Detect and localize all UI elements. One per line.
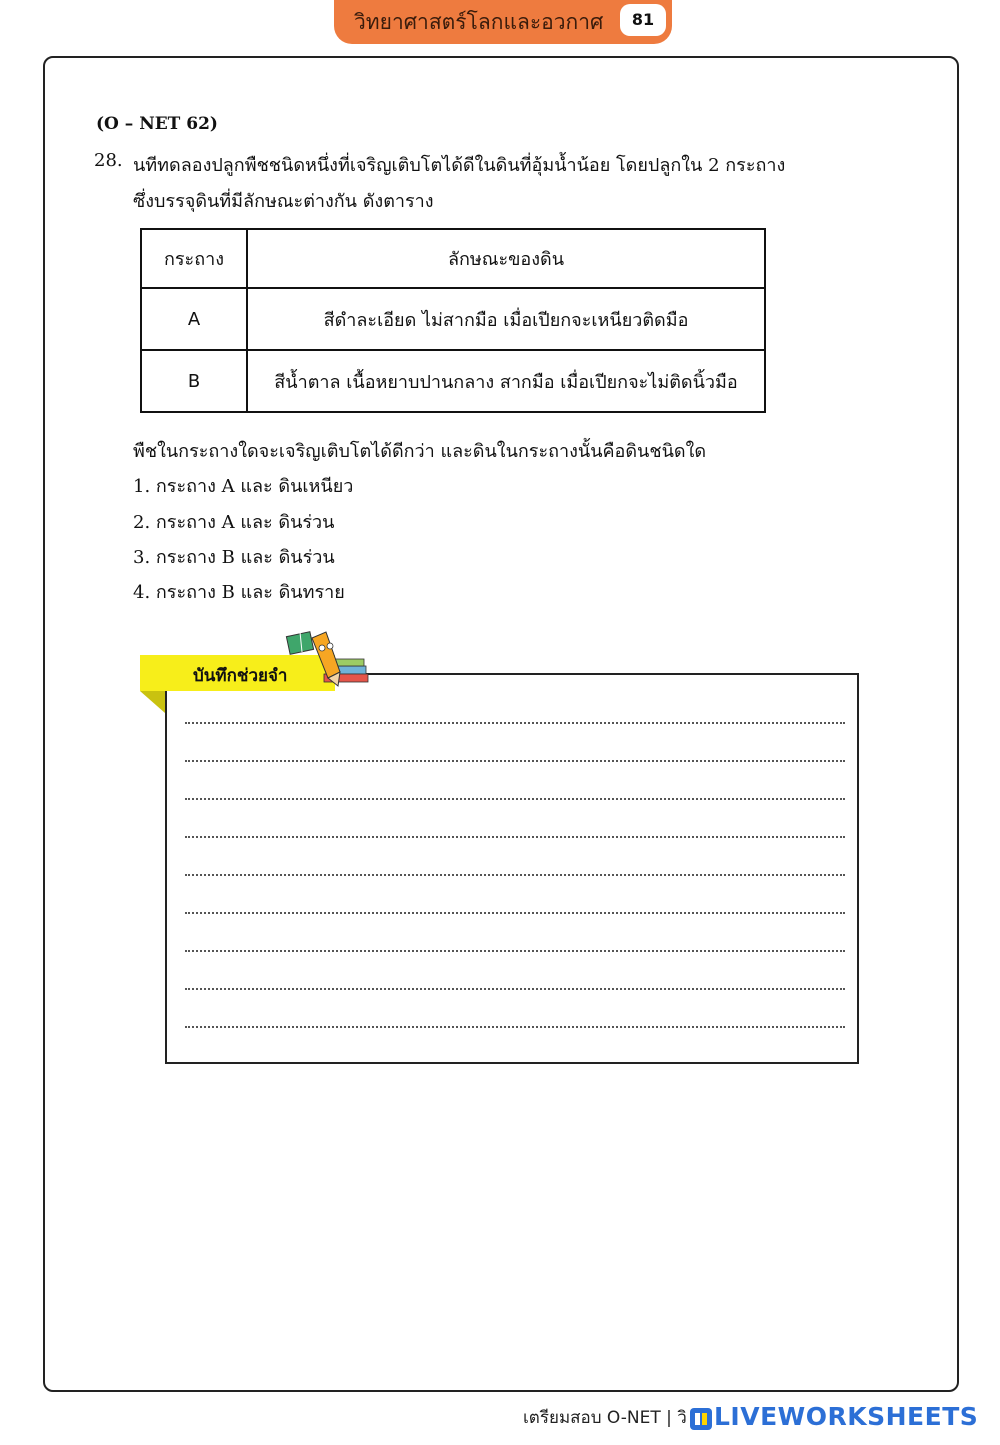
subject-title: วิทยาศาสตร์โลกและอวกาศ <box>354 10 604 34</box>
soil-description: สีน้ำตาล เนื้อหยาบปานกลาง สากมือ เมื่อเปียกจะไม่ติดนิ้วมือ <box>247 350 765 412</box>
notes-tag-fold <box>140 691 165 713</box>
question-prompt: พืชในกระถางใดจะเจริญเติบโตได้ดีกว่า และดินในกระถางนั้นคือดินชนิดใด <box>133 441 707 462</box>
notes-line[interactable] <box>185 798 845 800</box>
question-number: 28. <box>94 150 123 171</box>
notes-line[interactable] <box>185 988 845 990</box>
question-text-line-2: ซึ่งบรรจุดินที่มีลักษณะต่างกัน ดังตาราง <box>133 191 434 212</box>
pencil-mascot-icon <box>282 626 372 690</box>
notes-line[interactable] <box>185 836 845 838</box>
header-pot: กระถาง <box>141 229 247 288</box>
liveworksheets-logo-icon <box>690 1408 712 1430</box>
notes-line[interactable] <box>185 912 845 914</box>
table-header-row <box>141 229 765 288</box>
watermark: LIVEWORKSHEETS <box>714 1402 979 1431</box>
page-number: 81 <box>620 4 666 36</box>
table-row <box>141 288 765 350</box>
question-text-line-1: นทีทดลองปลูกพืชชนิดหนึ่งที่เจริญเติบโตได้ดีในดินที่อุ้มน้ำน้อย โดยปลูกใน 2 กระถาง <box>133 155 786 176</box>
answer-option-1[interactable]: 1. กระถาง A และ ดินเหนียว <box>133 476 354 497</box>
answer-option-2[interactable]: 2. กระถาง A และ ดินร่วน <box>133 512 335 533</box>
notes-label: บันทึกช่วยจำ <box>193 666 288 686</box>
notes-line[interactable] <box>185 760 845 762</box>
table-row <box>141 350 765 412</box>
answer-option-3[interactable]: 3. กระถาง B และ ดินร่วน <box>133 547 335 568</box>
pot-label: B <box>141 350 247 412</box>
header-tab <box>334 0 672 44</box>
soil-table <box>140 228 766 413</box>
notes-line[interactable] <box>185 722 845 724</box>
notes-line[interactable] <box>185 1026 845 1028</box>
footer-text: เตรียมสอบ O-NET | วิ <box>523 1408 687 1428</box>
pot-label: A <box>141 288 247 350</box>
notes-line[interactable] <box>185 874 845 876</box>
header-soil-characteristics: ลักษณะของดิน <box>247 229 765 288</box>
question-source: (O – NET 62) <box>96 114 218 134</box>
soil-description: สีดำละเอียด ไม่สากมือ เมื่อเปียกจะเหนียวติดมือ <box>247 288 765 350</box>
answer-option-4[interactable]: 4. กระถาง B และ ดินทราย <box>133 582 345 603</box>
notes-line[interactable] <box>185 950 845 952</box>
notes-box[interactable] <box>165 673 859 1064</box>
